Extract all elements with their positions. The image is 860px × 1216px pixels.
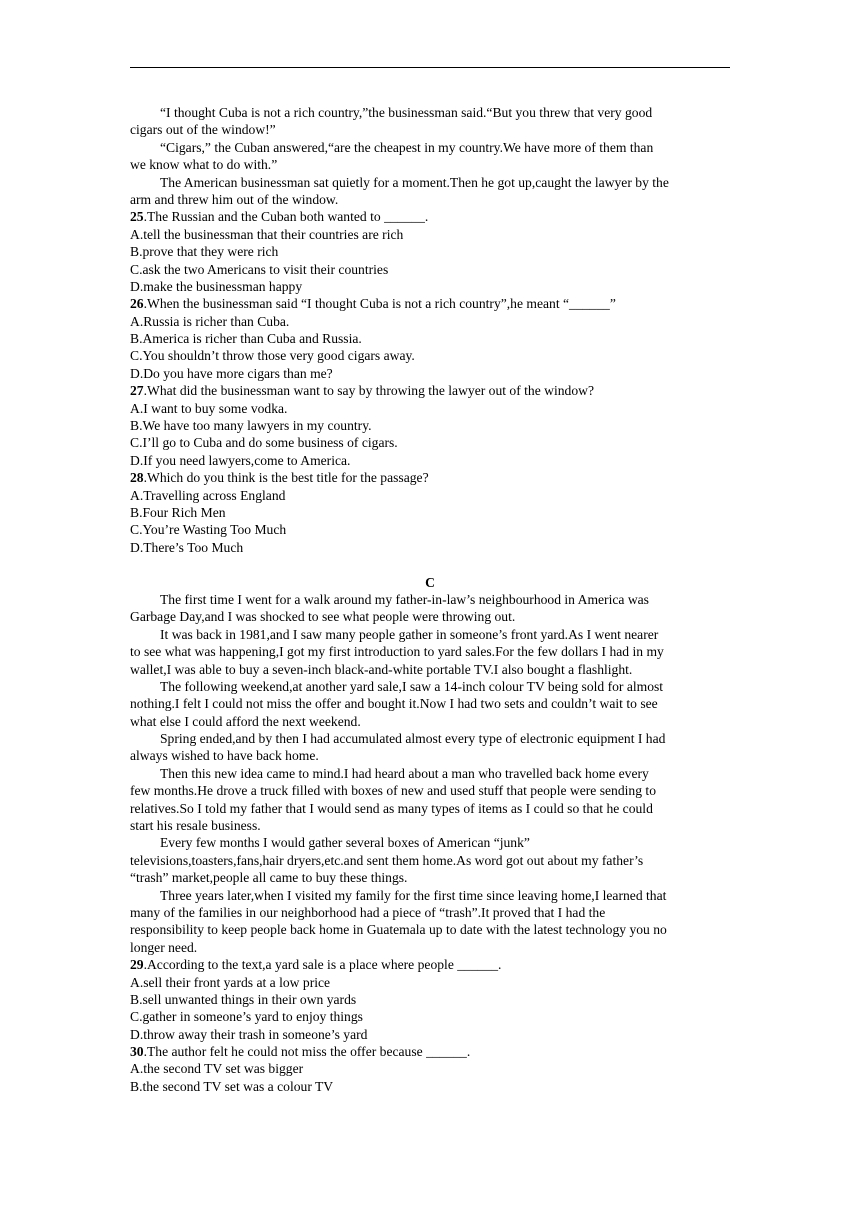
- question-text: .According to the text,a yard sale is a place where people ______.: [143, 957, 502, 973]
- answer-option: A.Travelling across England: [130, 487, 286, 503]
- passage-b: [130, 104, 730, 556]
- answer-option: A.the second TV set was bigger: [130, 1061, 304, 1077]
- paragraph-line: Three years later,when I visited my family for the first time since leaving home,I learned that: [160, 887, 667, 903]
- answer-option: A.tell the businessman that their countries are rich: [130, 226, 404, 242]
- answer-option: D.There’s Too Much: [130, 539, 244, 555]
- answer-option: C.You’re Wasting Too Much: [130, 522, 287, 538]
- paragraph-line: arm and threw him out of the window.: [130, 191, 339, 207]
- answer-option: B.We have too many lawyers in my country.: [130, 418, 372, 434]
- question-stem: [130, 208, 730, 225]
- paragraph-line: Then this new idea came to mind.I had heard about a man who travelled back home every: [160, 765, 649, 781]
- answer-option: A.Russia is richer than Cuba.: [130, 313, 290, 329]
- answer-option: D.throw away their trash in someone’s yard: [130, 1026, 368, 1042]
- question-number: 28: [130, 470, 144, 486]
- paragraph-line: what else I could afford the next weekend.: [130, 713, 361, 729]
- paragraph-line: wallet,I was able to buy a seven-inch black-and-white portable TV.I also bought a flashlight.: [130, 661, 633, 677]
- header-rule: [130, 67, 730, 68]
- answer-option: A.sell their front yards at a low price: [130, 974, 331, 990]
- paragraph-line: Every few months I would gather several boxes of American “junk”: [160, 835, 530, 851]
- paragraph-line: “Cigars,” the Cuban answered,“are the cheapest in my country.We have more of them than: [160, 139, 654, 155]
- answer-option: B.prove that they were rich: [130, 244, 279, 260]
- question-stem: [130, 956, 730, 973]
- paragraph-line: relatives.So I told my father that I would send as many types of items as I could so that he could: [130, 800, 653, 816]
- question-text: .What did the businessman want to say by throwing the lawyer out of the window?: [143, 383, 594, 399]
- paragraph-line: we know what to do with.”: [130, 157, 278, 173]
- answer-option: A.I want to buy some vodka.: [130, 400, 288, 416]
- paragraph-line: nothing.I felt I could not miss the offer and bought it.Now I had two sets and couldn’t wait to see: [130, 696, 658, 712]
- document-page: [130, 104, 730, 1095]
- question-stem: [130, 469, 730, 486]
- question-stem: [130, 295, 730, 312]
- question-stem: [130, 1043, 730, 1060]
- paragraph-line: “trash” market,people all came to buy these things.: [130, 870, 408, 886]
- paragraph-line: It was back in 1981,and I saw many people gather in someone’s front yard.As I went nearer: [160, 626, 659, 642]
- answer-option: B.Four Rich Men: [130, 504, 226, 520]
- answer-option: B.sell unwanted things in their own yards: [130, 991, 357, 1007]
- question-number: 29: [130, 957, 144, 973]
- answer-option: C.You shouldn’t throw those very good cigars away.: [130, 348, 415, 364]
- paragraph-line: start his resale business.: [130, 818, 261, 834]
- answer-option: D.If you need lawyers,come to America.: [130, 452, 351, 468]
- question-text: .When the businessman said “I thought Cuba is not a rich country”,he meant “______”: [143, 296, 616, 312]
- answer-option: B.America is richer than Cuba and Russia.: [130, 331, 362, 347]
- paragraph-line: The American businessman sat quietly for a moment.Then he got up,caught the lawyer by the: [160, 174, 669, 190]
- passage-heading: C: [425, 574, 435, 590]
- question-number: 26: [130, 296, 144, 312]
- paragraph-line: “I thought Cuba is not a rich country,”the businessman said.“But you threw that very good: [160, 105, 653, 120]
- answer-option: C.gather in someone’s yard to enjoy things: [130, 1009, 363, 1025]
- answer-option: D.make the businessman happy: [130, 278, 303, 294]
- section-gap: [130, 556, 730, 573]
- paragraph-line: Spring ended,and by then I had accumulated almost every type of electronic equipment I had: [160, 731, 666, 747]
- paragraph-line: The first time I went for a walk around my father-in-law’s neighbourhood in America was: [160, 591, 649, 607]
- question-number: 30: [130, 1044, 144, 1060]
- paragraph-line: to see what was happening,I got my first introduction to yard sales.For the few dollars I had in my: [130, 644, 664, 660]
- question-text: .The Russian and the Cuban both wanted to ______.: [143, 209, 429, 225]
- paragraph-line: cigars out of the window!”: [130, 122, 276, 138]
- paragraph-line: televisions,toasters,fans,hair dryers,etc.and sent them home.As word got out about my father’s: [130, 852, 644, 868]
- paragraph-line: Garbage Day,and I was shocked to see what people were throwing out.: [130, 609, 516, 625]
- answer-option: C.ask the two Americans to visit their countries: [130, 261, 389, 277]
- paragraph-line: always wished to have back home.: [130, 748, 319, 764]
- answer-option: B.the second TV set was a colour TV: [130, 1078, 334, 1094]
- question-number: 25: [130, 209, 144, 225]
- question-number: 27: [130, 383, 144, 399]
- paragraph-line: many of the families in our neighborhood had a piece of “trash”.It proved that I had the: [130, 904, 606, 920]
- passage-c: [130, 591, 730, 1095]
- paragraph-line: The following weekend,at another yard sale,I saw a 14-inch colour TV being sold for almost: [160, 678, 664, 694]
- paragraph-line: few months.He drove a truck filled with boxes of new and used stuff that people were sending to: [130, 783, 656, 799]
- question-text: .The author felt he could not miss the offer because ______.: [143, 1044, 471, 1060]
- answer-option: C.I’ll go to Cuba and do some business of cigars.: [130, 435, 398, 451]
- paragraph-line: responsibility to keep people back home in Guatemala up to date with the latest technology you no: [130, 922, 667, 938]
- paragraph-line: longer need.: [130, 939, 198, 955]
- question-text: .Which do you think is the best title for the passage?: [143, 470, 429, 486]
- answer-option: D.Do you have more cigars than me?: [130, 365, 333, 381]
- question-stem: [130, 382, 730, 399]
